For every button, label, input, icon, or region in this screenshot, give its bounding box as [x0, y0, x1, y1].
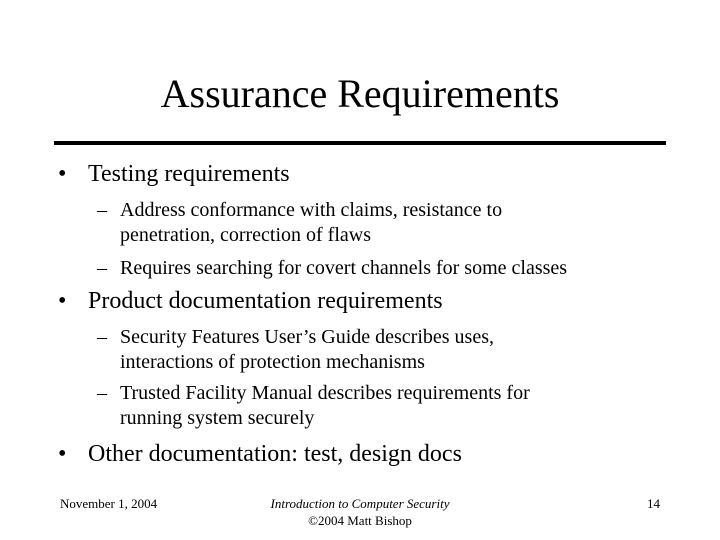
bullet-testing-requirements [58, 160, 290, 188]
footer-course-info [210, 495, 510, 529]
sub-bullet-text: Trusted Facility Manual describes requirements for running system securely [120, 382, 530, 429]
slide-title: Assurance Requirements [160, 71, 560, 116]
bullet-text: Testing requirements [88, 161, 290, 187]
bullet-marker: • [58, 161, 67, 187]
dash-marker: – [97, 382, 107, 404]
bullet-marker: • [58, 288, 67, 314]
title-divider [54, 141, 666, 145]
footer-page-number: 14 [647, 496, 660, 511]
sub-bullet-covert-channels [97, 256, 567, 281]
sub-bullet-address-conformance [97, 198, 502, 248]
bullet-product-documentation [58, 287, 443, 315]
footer-copyright: ©2004 Matt Bishop [308, 513, 412, 528]
footer-course-title: Introduction to Computer Security [270, 496, 450, 511]
sub-bullet-security-features-guide [97, 325, 494, 375]
bullet-text: Other documentation: test, design docs [88, 441, 462, 467]
sub-bullet-trusted-facility-manual [97, 381, 530, 431]
sub-bullet-text: Requires searching for covert channels for some classes [120, 257, 568, 279]
sub-bullet-text: Address conformance with claims, resistance to penetration, correction of flaws [120, 199, 503, 246]
bullet-text: Product documentation requirements [88, 288, 443, 314]
dash-marker: – [97, 199, 107, 221]
bullet-other-documentation [58, 440, 462, 468]
dash-marker: – [97, 257, 107, 279]
footer-date: November 1, 2004 [60, 496, 158, 511]
sub-bullet-text: Security Features User’s Guide describes uses, interactions of protection mechanisms [120, 326, 494, 373]
bullet-marker: • [58, 441, 67, 467]
dash-marker: – [97, 326, 107, 348]
